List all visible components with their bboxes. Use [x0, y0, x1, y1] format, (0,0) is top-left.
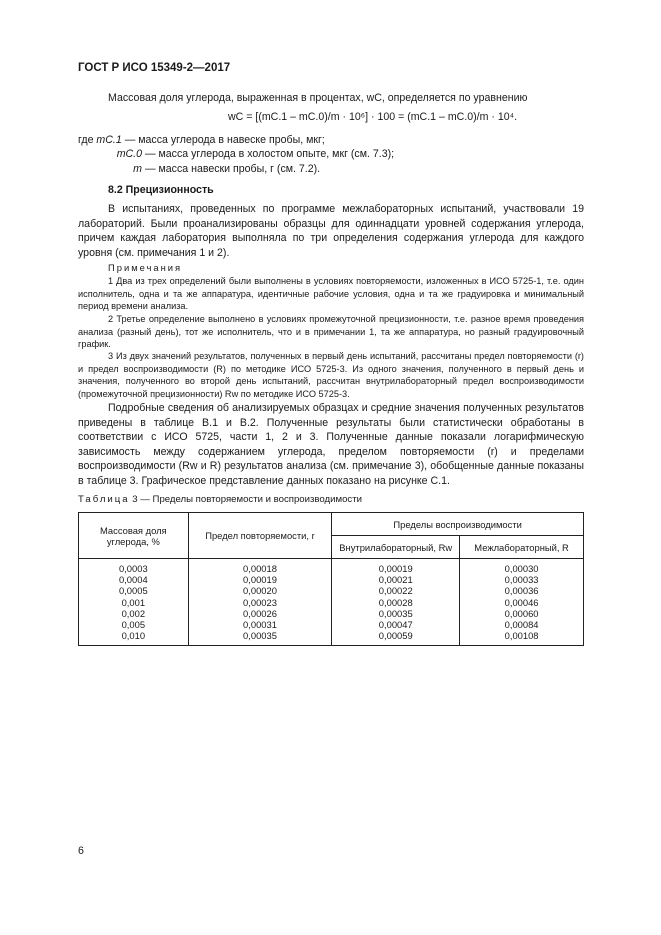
table-cell: 0,00033 — [460, 574, 584, 585]
formula-definitions — [78, 133, 394, 176]
header-interlab: Межлабораторный, R — [460, 536, 584, 559]
definition-symbol: mC.0 — [116, 148, 142, 161]
definition-desc: — масса углерода в навеске пробы, мкг; — [124, 134, 325, 146]
where-label: где — [78, 134, 94, 146]
carbon-formula: wC = [(mC.1 – mC.0)/m · 10⁶] · 100 = (mC.1 – mC.0)/m · 10⁴. — [228, 111, 518, 123]
table-cell: 0,00018 — [188, 559, 332, 575]
table-cell: 0,001 — [79, 597, 189, 608]
header-intralab: Внутрилабораторный, Rw — [332, 536, 460, 559]
table-cell: 0,00020 — [188, 585, 332, 596]
precision-table — [78, 512, 584, 646]
definition-row — [78, 133, 394, 147]
table-cell: 0,00059 — [332, 630, 460, 646]
table-cell: 0,005 — [79, 619, 189, 630]
definition-desc: — масса навески пробы, г (см. 7.2). — [144, 162, 321, 175]
table-cell: 0,00031 — [188, 619, 332, 630]
table-caption-prefix: Таблица — [78, 494, 130, 505]
table-caption-text: 3 — Пределы повторяемости и воспроизводимости — [132, 494, 362, 505]
table-row — [79, 630, 584, 646]
table-row — [79, 574, 584, 585]
table-cell: 0,00028 — [332, 597, 460, 608]
table-row — [79, 597, 584, 608]
table-cell: 0,00035 — [332, 608, 460, 619]
header-repeatability: Предел повторяемости, r — [188, 513, 332, 559]
definition-row — [78, 147, 394, 161]
table-cell: 0,0005 — [79, 585, 189, 596]
table-cell: 0,00019 — [332, 559, 460, 575]
table-cell: 0,00046 — [460, 597, 584, 608]
definition-symbol: mC.1 — [96, 134, 122, 146]
table-cell: 0,00023 — [188, 597, 332, 608]
table-caption — [78, 494, 362, 505]
table-cell: 0,00019 — [188, 574, 332, 585]
table-row — [79, 559, 584, 575]
table-cell: 0,00060 — [460, 608, 584, 619]
table-cell: 0,010 — [79, 630, 189, 646]
table-cell: 0,0003 — [79, 559, 189, 575]
definition-symbol: m — [133, 162, 142, 175]
document-code-header: ГОСТ Р ИСО 15349-2—2017 — [78, 62, 231, 74]
table-cell: 0,00084 — [460, 619, 584, 630]
note-item: 1 Два из трех определений были выполнены в условиях повторяемости, изложенных в ИСО 5725-1, т.е. один исполнитель, одна и та же аппаратура, идентичные рабочие условия, одна и та же градуировка и минимальный период времени анализа. — [78, 276, 584, 312]
precision-paragraph: В испытаниях, проведенных по программе межлабораторных испытаний, участвовали 19 лабораторий. Были проанализированы образцы для одиннадцати уровней содержания углерода, причем каждая лаборатория выполняла по три определения содержания углерода для каждого уровня (см. примечания 1 и 2). — [78, 203, 584, 259]
header-mass-fraction: Массовая доля углерода, % — [79, 513, 189, 559]
header-reproducibility-group: Пределы воспроизводимости — [332, 513, 584, 536]
table-cell: 0,00047 — [332, 619, 460, 630]
definition-row — [78, 162, 394, 176]
intro-paragraph: Массовая доля углерода, выраженная в процентах, wC, определяется по уравнению — [108, 92, 528, 104]
table-row — [79, 608, 584, 619]
note-item: 2 Третье определение выполнено в условиях промежуточной прецизионности, т.е. разное время проведения анализа (разный день), тот же исполнитель, что и в примечании 1, та же аппаратура, но разный градуировочный график. — [78, 314, 584, 350]
definition-desc: — масса углерода в холостом опыте, мкг (см. 7.3); — [144, 148, 395, 161]
results-paragraph: Подробные сведения об анализируемых образцах и средние значения полученных результатов приведены в таблице В.1 и В.2. Полученные результаты были статистически обработаны в соответствии с ИСО 5725, части 1, 2 и 3. Полученные данные показали логарифмическую зависимость между содержанием углерода, пределом повторяемости (r) и пределами воспроизводимости (Rw и R) результатов анализа (см. примечание 3), обобщенные данные показаны в таблице 3. Графическое представление данных показано на рисунке С.1. — [78, 402, 584, 487]
table-body — [79, 559, 584, 646]
notes-heading: Примечания — [108, 262, 183, 273]
table-row — [79, 619, 584, 630]
table-cell: 0,00022 — [332, 585, 460, 596]
table-row — [79, 585, 584, 596]
table-cell: 0,00021 — [332, 574, 460, 585]
table-cell: 0,00035 — [188, 630, 332, 646]
page-number: 6 — [78, 845, 84, 857]
section-heading: 8.2 Прецизионность — [108, 184, 214, 196]
table-cell: 0,00036 — [460, 585, 584, 596]
table-cell: 0,002 — [79, 608, 189, 619]
table-cell: 0,00108 — [460, 630, 584, 646]
note-item: 3 Из двух значений результатов, полученных в первый день испытаний, рассчитаны предел повторяемости (r) и предел воспроизводимости (R) по методике ИСО 5725-3. Из одного значения, полученного в первый день и значения, полученного во второй день испытаний, рассчитан внутрилабораторный предел воспроизводимости (промежуточной прецизионности) Rw по методике ИСО 5725-3. — [78, 351, 584, 399]
table-cell: 0,00026 — [188, 608, 332, 619]
table-cell: 0,00030 — [460, 559, 584, 575]
table-cell: 0,0004 — [79, 574, 189, 585]
